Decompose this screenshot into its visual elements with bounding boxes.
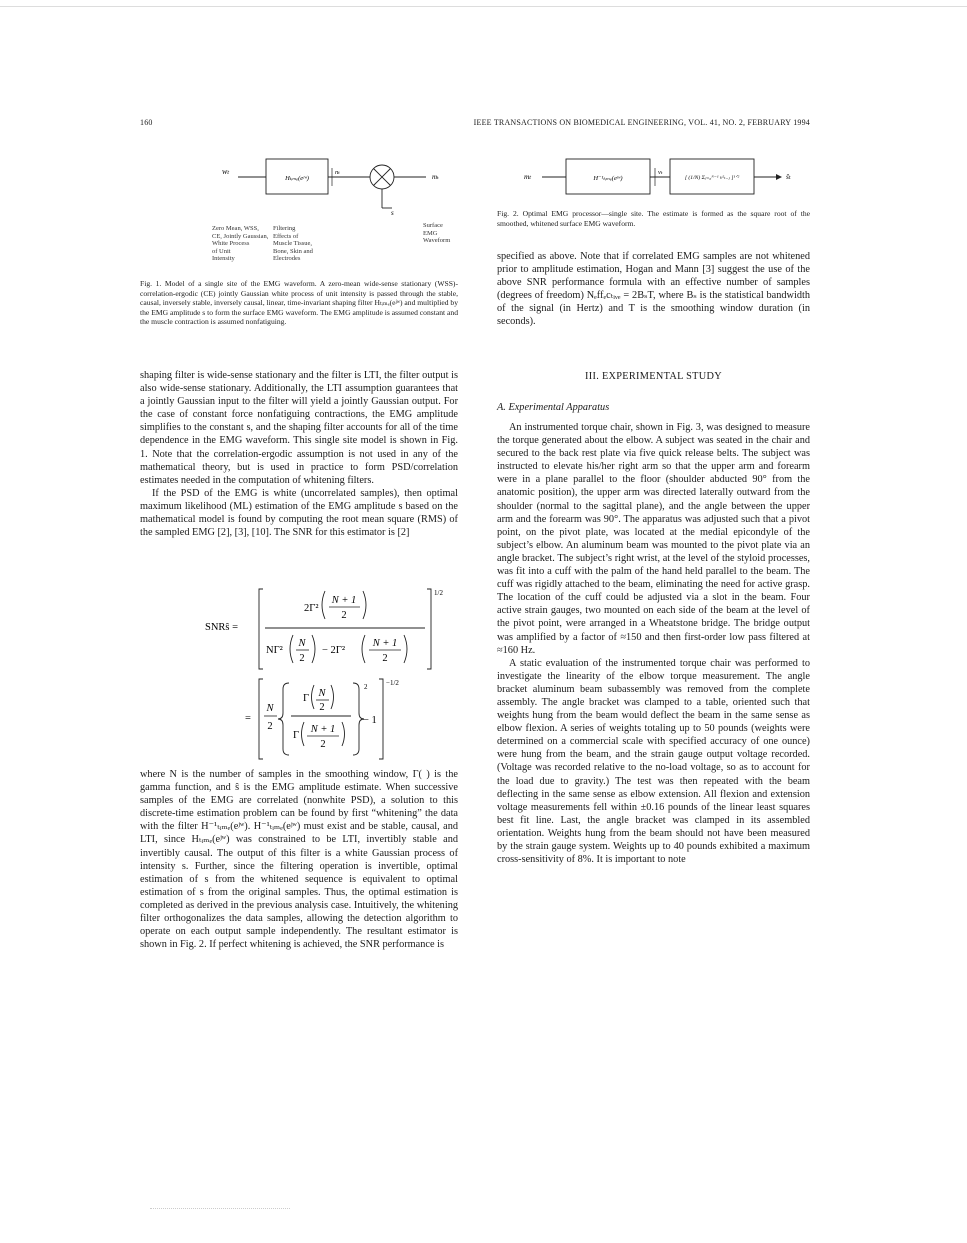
fig1-label-filter: Filtering Effects of Muscle Tissue, Bone, Skin and Electrodes xyxy=(273,225,313,263)
para-whitening: where N is the number of samples in the smoothing window, Γ( ) is the gamma function, and ŝ is the EMG amplitude estimate. When successive samples of the EMG are correlated (nonwhite PSD), a solution to this discrete-time estimation problem can be found by first “whitening” the data with the filter H⁻¹ₜᵢₘₑ(eʲʷ). H⁻¹ₜᵢₘₑ(eʲʷ) must exist and be stable, causal, and LTI, since Hₜᵢₘₑ(eʲʷ) was constrained to be LTI, invertibly stable and invertibly causal. The output of this filter is a white Gaussian process of intensity s. Further, since the filtering operation is invertible, optimal estimation of s from the whitened sequence is equivalent to optimal estimation of s from the original samples. Thus, the optimal estimation is completed as derived in the previous analysis case. Intuitively, the whitening filter orthogonalizes the data samples, allowing the detection algorithm to operate on each output sample independently. The resultant estimator is shown in Fig. 2. If perfect whitening is achieved, the SNR performance is xyxy=(140,769,458,951)
fig1-filter-label: Hₜᵢₘₑ(eʲʷ) xyxy=(285,175,309,182)
eq2-gamma-top: Γ xyxy=(303,693,310,704)
scan-artifact xyxy=(150,1208,290,1210)
left-column-bottom xyxy=(140,768,458,951)
fig1-diagram xyxy=(200,148,490,218)
eq2-n-top: N xyxy=(318,688,326,699)
eq-two-den-2: 2 xyxy=(382,653,388,664)
eq-minus-two-gamma-sq: − 2Γ² xyxy=(322,645,346,656)
fig2-filter-label: H⁻¹ₜᵢₘₑ(eʲʷ) xyxy=(593,175,623,182)
fig2-node-symbol: vₜ xyxy=(658,169,663,176)
eq-n-plus-1-den: N + 1 xyxy=(372,638,398,649)
eq-exp-half: 1/2 xyxy=(434,589,443,597)
eq2-two-top: 2 xyxy=(319,702,325,713)
eq-lhs: SNRŝ = xyxy=(205,622,239,633)
section-title: III. EXPERIMENTAL STUDY xyxy=(585,371,722,382)
para-apparatus: An instrumented torque chair, shown in Fig. 3, was designed to measure the torque generated about the elbow. A subject was seated in the chair and secured to the back rest plate via five quick release belts. The subject was instructed to elevate his/her right arm so that the upper arm and forearm were in a plane parallel to the floor (shoulder abducted 90° from the anatomic position), the upper arm was directed laterally outward from the shoulder (normal to the sagittal plane), and the angle between the upper arm and the forearm was 90°. The apparatus was adjusted such that a pivot point, on the pivot plate, was located at the medial epicondyle of the subject’s elbow. An aluminum beam was mounted to the pivot plate via an angle bracket. The subject’s right wrist, at the level of the styloid processes, was fit into a cuff with the palm of the hand held parallel to the beam. The cuff was rigidly attached to the beam, eliminating the need for active grasp. The location of the cuff could be adjusted via a slot in the beam. Four active strain gauges, two mounted on each side of the beam at the level of the pivot point, were arranged in a Wheatstone bridge. The bridge output was amplified by a factor of ≈150 and then first-order low pass filtered at ≈160 Hz. xyxy=(497,422,810,656)
eq-two-den: 2 xyxy=(299,653,305,664)
eq-n-gamma-sq: NΓ² xyxy=(266,645,283,656)
eq2-n-plus-1: N + 1 xyxy=(310,724,336,735)
top-rule xyxy=(0,6,967,7)
para-rms-estimation: If the PSD of the EMG is white (uncorrelated samples), then optimal maximum likelihood (ML) estimation of the EMG amplitude s based on the mathematical model is found by computing the root mean square (RMS) of the sampled EMG [2], [3], [10]. The SNR for this estimator is [2] xyxy=(140,487,458,539)
fig1-caption: Fig. 1. Model of a single site of the EMG waveform. A zero-mean wide-sense stationary (WSS)-correlation-ergodic (CE) jointly Gaussian white process of unit intensity is passed through the stable, causal, inversely stable, inversely causal, linear, time-invariant shaping filter Hₜᵢₘₑ(eʲʷ) and multiplied by the EMG amplitude s to form the surface EMG waveform. The EMG amplitude is assumed constant and the muscle contraction is assumed nonfatiguing. xyxy=(140,279,458,327)
para-effective-samples: specified as above. Note that if correlated EMG samples are not whitened prior to amplitude estimation, Hogan and Mann [3] suggest the use of the above SNR performance formula with an effective number of samples (degrees of freedom) Nₑffₑcₜᵢᵥₑ = 2BₛT, where Bₛ is the statistical bandwidth of the signal (in Hertz) and T is the smoothing window duration (in seconds). xyxy=(497,251,810,328)
fig1-label-output: Surface EMG Waveform xyxy=(423,222,451,245)
eq2-sq: 2 xyxy=(364,683,368,691)
fig2-rms-label: [ (1/N) Σⱼ₌₀ᴺ⁻¹ v²ₜ₋ⱼ ]¹ᐟ² xyxy=(684,175,740,181)
fig2-caption: Fig. 2. Optimal EMG processor—single site. The estimate is formed as the square root of the smoothed, whitened surface EMG waveform. xyxy=(497,209,810,228)
eq2-gamma-bot: Γ xyxy=(293,730,300,741)
para-static-evaluation: A static evaluation of the instrumented torque chair was performed to investigate the linearity of the elbow torque measurement. The angle bracket aluminum beam subassembly was removed from the complete assembly. The angle bracket was clamped to a table, oriented such that weights hung from the beam would deflect the beam in the same sense as elbow flexion. A series of weights totaling up to 50 pounds (weights were determined on a commercial scale with specified accuracy of one ounce) were hung from the beam, and the strain gauge output voltage recorded. (Voltage was recorded relative to the no-load voltage, so as to account for the load due to gravity.) The test was then repeated with the beam deflecting in the same sense as elbow extension. All flexion and extension voltage measurements fell within ±0.16 pounds of the linear least squares best fit line. Last, the angle bracket was clamped in its assembled orientation. Weights hung from the beam should not have been measured by the strain gauge system. Weights up to 40 pounds exhibited a maximum cross-sensitivity of 8%. It is important to note xyxy=(497,657,810,866)
page-number: 160 xyxy=(140,118,153,127)
fig2-diagram xyxy=(500,148,820,203)
eq-n-plus-1-top: N + 1 xyxy=(331,595,357,606)
subsection-title: A. Experimental Apparatus xyxy=(497,402,610,413)
eq2-two: 2 xyxy=(267,721,273,732)
fig1-label-source: Zero Mean, WSS, CE, Jointly Gaussian, White Process of Unit Intensity xyxy=(212,225,269,263)
snr-equation xyxy=(205,583,465,761)
fig1-amp-symbol: s xyxy=(391,209,394,217)
fig1-input-symbol: wₜ xyxy=(222,167,230,176)
fig2-output-symbol: ŝₜ xyxy=(786,172,791,181)
right-column-intro xyxy=(497,250,810,329)
eq2-lhs: = xyxy=(245,713,251,724)
eq-n-den: N xyxy=(298,638,306,649)
eq-two-gamma-sq: 2Γ² xyxy=(304,603,319,614)
eq-two-top: 2 xyxy=(341,610,347,621)
fig1-node-symbol: nₜ xyxy=(335,169,340,176)
left-column-top xyxy=(140,369,458,539)
eq2-two-bot: 2 xyxy=(320,739,326,750)
eq2-n: N xyxy=(266,703,274,714)
fig2-input-symbol: mₜ xyxy=(524,172,532,181)
fig1-output-symbol: mₜ xyxy=(432,173,439,181)
para-shaping-filter: shaping filter is wide-sense stationary and the filter is LTI, the filter output is also wide-sense stationary. Additionally, the LTI assumption guarantees that a jointly Gaussian input to the filter will yield a jointly Gaussian output. For the case of constant force nonfatiguing contractions, the EMG amplitude simplifies to the constant s, and the shaping filter accounts for all of the time dependence in the EMG waveform. This single site model is shown in Fig. 1. Note that the correlation-ergodic assumption is not used in any of the mathematical theory, but is used in practice to form PSD/correlation estimates needed in the computation of whitening filters. xyxy=(140,370,458,486)
right-column-body xyxy=(497,421,810,866)
journal-title: IEEE TRANSACTIONS ON BIOMEDICAL ENGINEERING, VOL. 41, NO. 2, FEBRUARY 1994 xyxy=(473,118,810,127)
eq2-minus-one: − 1 xyxy=(363,715,377,726)
eq-exp-neg-half: −1/2 xyxy=(386,679,399,687)
